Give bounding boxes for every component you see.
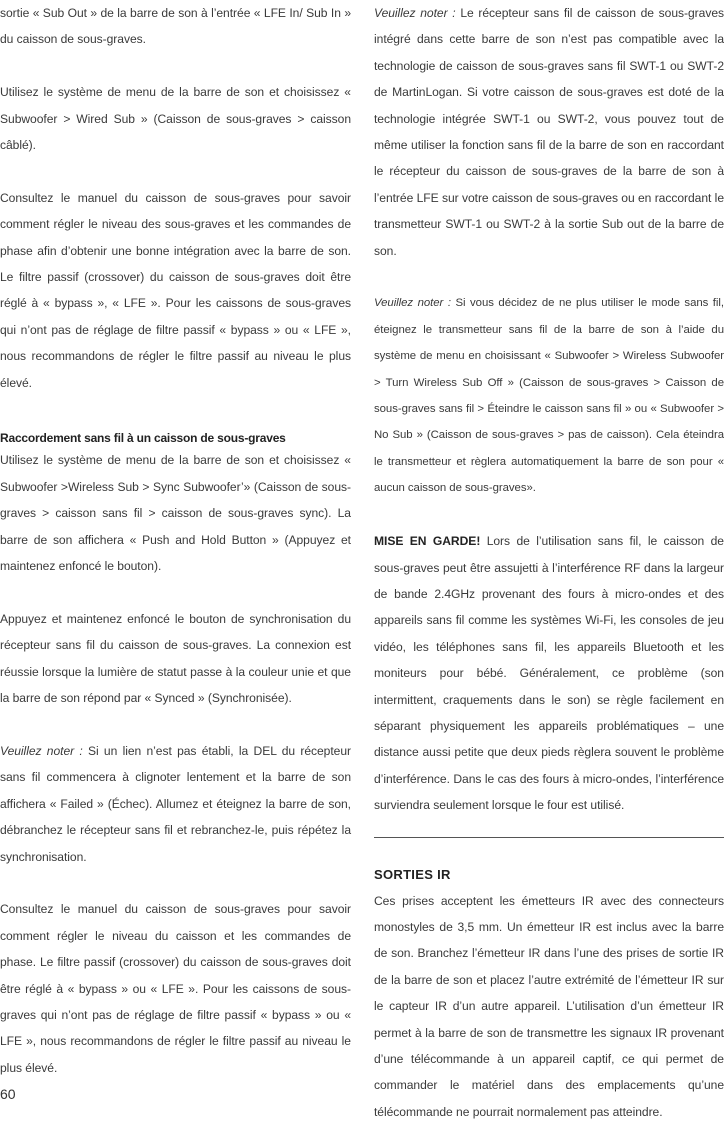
page-number: 60: [0, 1086, 16, 1102]
note-wireless-off: [374, 290, 724, 501]
caution-text: Lors de l’utilisation sans fil, le caisson de sous-graves peut être assujetti à l’interférence RF dans la largeur de bande 2.4GHz provenant des fours à micro-ondes et des appareils sans fil comme les systèmes Wi-Fi, les consoles de jeu vidéo, les téléphones sans fil, les appareils Bluetooth et les moniteurs pour bébé. Généralement, ce problème (son intermittent, craquements dans le son) se règle facilement en séparant physiquement les appareils problématiques – une distance aussi petite que deux pieds règlera souvent le problème d’interférence. Dans le cas des fours à micro-ondes, l’interférence surviendra seulement lorsque le four est utilisé.: [374, 534, 724, 813]
note-text: Le récepteur sans fil de caisson de sous-graves intégré dans cette barre de son n’est pas compatible avec la technologie de caisson de sous-graves sans fil SWT-1 ou SWT-2 de MartinLogan. Si votre caisson de sous-graves est doté de la technologie intégrée SWT-1 ou SWT-2, vous pouvez tout de même utiliser la fonction sans fil de la barre de son en raccordant le récepteur du caisson de sous-graves de la barre de son à l’entrée LFE sur votre caisson de sous-graves ou en raccordant le transmetteur SWT-1 ou SWT-2 à la sortie Sub out de la barre de son.: [374, 6, 724, 258]
paragraph-wireless-settings: Consultez le manuel du caisson de sous-graves pour savoir comment régler le niveau du caisson et les commandes de phase. Le filtre passif (crossover) du caisson de sous-graves doit être réglé à « bypass » ou « LFE ». Pour les caissons de sous-graves qui n’ont pas de réglage de filtre passif « bypass » ou « LFE », nous recommandons de régler le filtre passif au niveau le plus élevé.: [0, 902, 351, 1075]
note-text: Si vous décidez de ne plus utiliser le mode sans fil, éteignez le transmetteur sans fil de la barre de son à l’aide du système de menu en choisissant « Subwoofer > Wireless Subwoofer > Turn Wireless Sub Off » (Caisson de sous-graves > Caisson de sous-graves sans fil > Éteindre le caisson sans fil » ou « Subwoofer > No Sub » (Caisson de sous-graves > pas de caisson). Cela éteindra le transmetteur et règlera automatiquement la barre de son pour « aucun caisson de sous-graves».: [374, 297, 724, 495]
note-label: Veuillez noter :: [0, 743, 83, 758]
paragraph-wireless-sync-menu: Utilisez le système de menu de la barre de son et choisissez « Subwoofer >Wireless Sub > Sync Subwoofer’» (Caisson de sous-graves > caisson sans fil > caisson de sous-graves sync). La barre de son affichera « Push and Hold Button » (Appuyez et maintenez enfoncé le bouton).: [0, 453, 351, 574]
paragraph-wired-sub-menu: Utilisez le système de menu de la barre de son et choisissez « Subwoofer > Wired Sub » (Caisson de sous-graves > caisson câblé).: [0, 85, 351, 153]
right-column: [374, 0, 724, 1125]
heading-wireless-connection: Raccordement sans fil à un caisson de sous-graves: [0, 431, 286, 446]
paragraph-sub-out: sortie « Sub Out » de la barre de son à l’entrée « LFE In/ Sub In » du caisson de sous-graves.: [0, 6, 351, 47]
section-divider: [374, 837, 724, 838]
note-label: Veuillez noter :: [374, 297, 451, 310]
paragraph-ir-outputs: Ces prises acceptent les émetteurs IR avec des connecteurs monostyles de 3,5 mm. Un émetteur IR est inclus avec la barre de son. Branchez l’émetteur IR dans l’une des prises de sortie IR de la barre de son et placez l’autre extrémité de l’émetteur IR sur le capteur IR d’un autre appareil. L’utilisation d’un émetteur IR permet à la barre de son de transmettre les signaux IR provenant d’une télécommande à un appareil captif, ce qui permet de commander le matériel dans des emplacements qu’une télécommande ne pourrait normalement pas atteindre.: [374, 893, 724, 1119]
note-sync-failed: [0, 738, 351, 870]
note-swt-compat: [374, 0, 724, 264]
caution-label: MISE EN GARDE!: [374, 534, 481, 549]
note-label: Veuillez noter :: [374, 6, 456, 20]
section-title-ir-outputs: SORTIES IR: [374, 866, 451, 882]
caution-rf-interference: [374, 528, 724, 818]
paragraph-sync-button: Appuyez et maintenez enfoncé le bouton de synchronisation du récepteur sans fil du caisson de sous-graves. La connexion est réussie lorsque la lumière de statut passe à la couleur unie et que la barre de son répond par « Synced » (Synchronisée).: [0, 611, 351, 706]
paragraph-wired-sub-settings: Consultez le manuel du caisson de sous-graves pour savoir comment régler le niveau des sous-graves et les commandes de phase afin d’obtenir une bonne intégration avec la barre de son. Le filtre passif (crossover) du caisson de sous-graves doit être réglé à « bypass », « LFE ». Pour les caissons de sous-graves qui n’ont pas de réglage de filtre passif « bypass » ou « LFE », nous recommandons de régler le filtre passif au niveau le plus élevé.: [0, 190, 351, 390]
left-column: [0, 0, 351, 1081]
note-text: Si un lien n’est pas établi, la DEL du récepteur sans fil commencera à clignoter lentement et la barre de son affichera « Failed » (Échec). Allumez et éteignez la barre de son, débranchez le récepteur sans fil et rebranchez-le, puis répétez la synchronisation.: [0, 743, 351, 864]
